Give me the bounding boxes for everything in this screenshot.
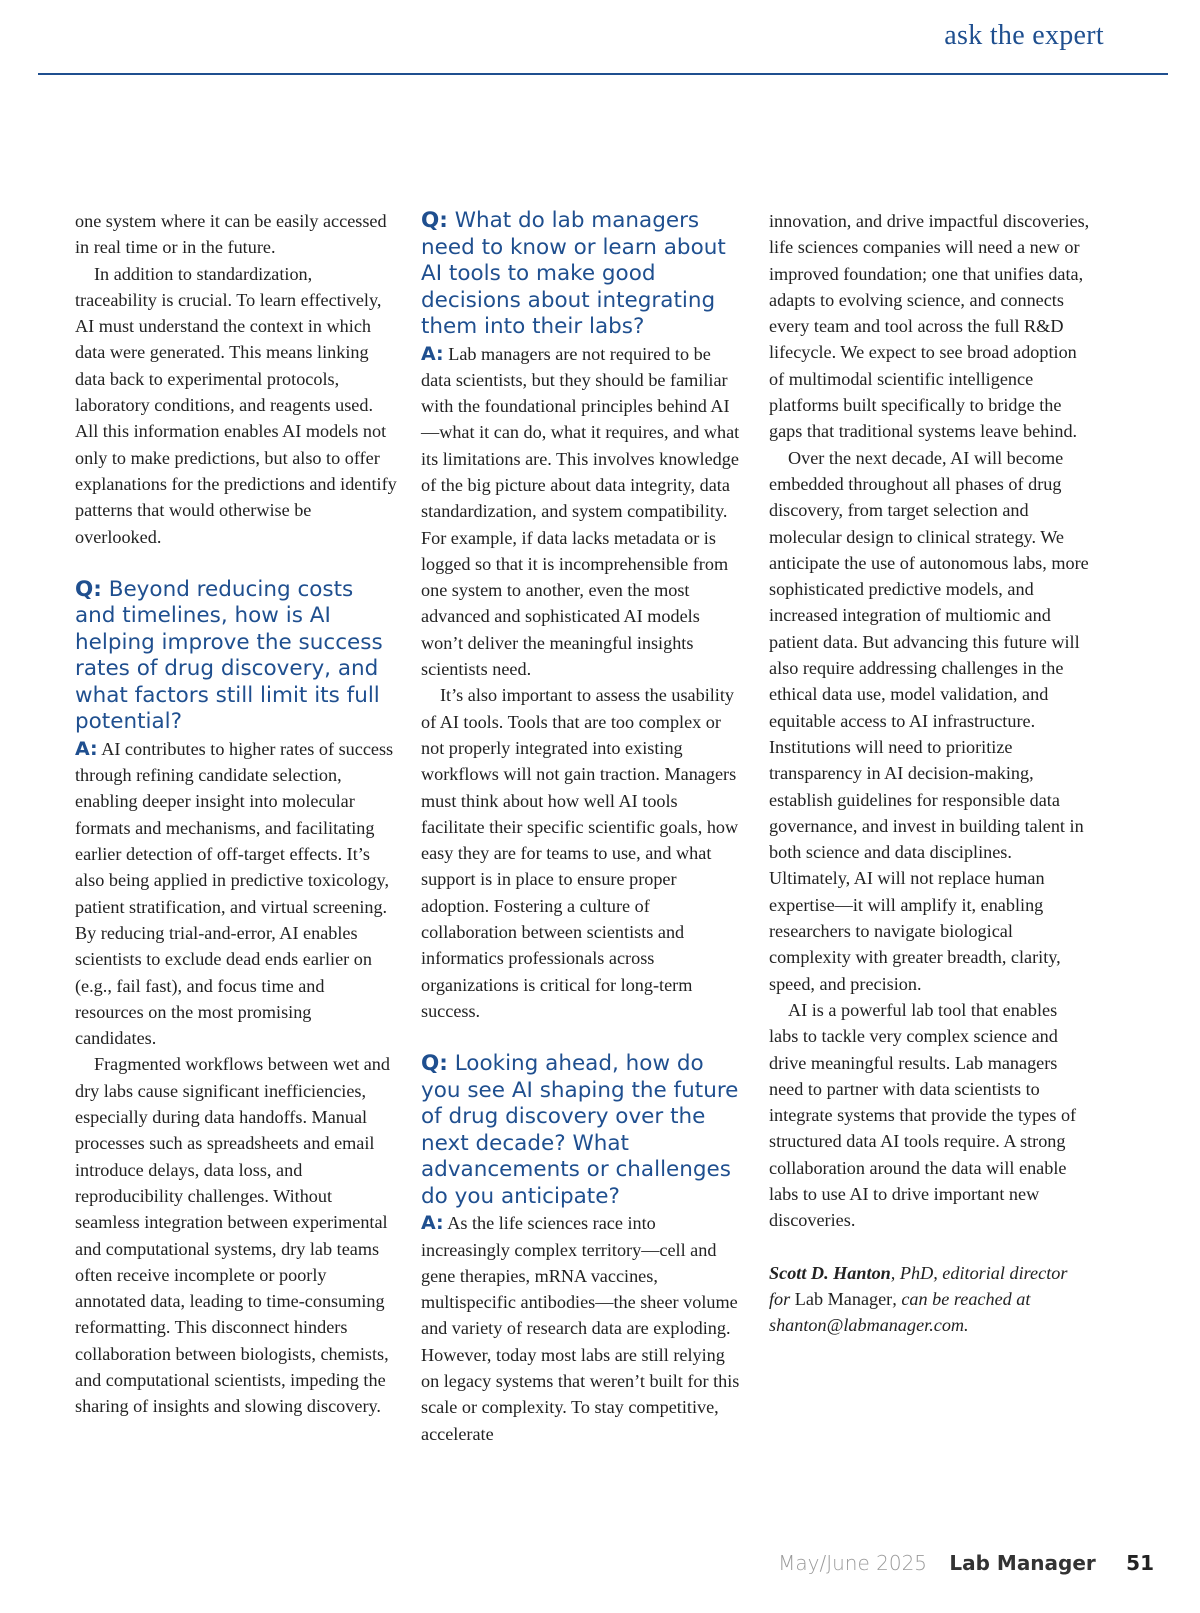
question-text: Looking ahead, how do you see AI shaping the future of drug discovery over the next decade? What advancements or challenges do you anticipate? — [421, 1051, 739, 1209]
paragraph: Fragmented workflows between wet and dry labs cause significant inefficiencies, especially during data handoffs. Manual processes such as spreadsheets and email introduce delays, data loss, and reproducibility challenges. Without seamless integration between experimental and computational systems, dry lab teams often receive incomplete or poorly annotated data, leading to time-consuming reformatting. This disconnect hinders collaboration between biologists, chemists, and computational scientists, impeding the sharing of insights and slowing discovery. — [75, 1054, 390, 1417]
paragraph: In addition to standardization, traceability is crucial. To learn effectively, AI must understand the context in which data were generated. This means linking data back to experimental protocols, laboratory conditions, and reagents used. All this information enables AI models not only to make predictions, but also to offer explanations for the predictions and identify patterns that would otherwise be overlooked. — [75, 263, 397, 547]
paragraph: one system where it can be easily accessed in real time or in the future. — [75, 211, 387, 258]
author-contact: , can be reached at shanton@labmanager.com. — [769, 1288, 1031, 1336]
answer-label: A: — [421, 342, 444, 365]
paragraph: innovation, and drive impactful discoveries, life sciences companies will need a new or improved foundation; one that unifies data, adapts to evolving science, and connects every team and tool across the full R&D lifecycle. We expect to see broad adoption of multimodal scientific intelligence platforms built specifically to bridge the gaps that traditional systems leave behind. — [769, 211, 1090, 442]
column-1 — [75, 208, 397, 1420]
question-heading — [421, 1051, 743, 1210]
paragraph: AI is a powerful lab tool that enables labs to tackle very complex science and drive meaningful results. Lab managers need to partner with data scientists to integrate systems that provide the types of structured data AI tools require. A strong collaboration around the data will enable labs to use AI to drive important new discoveries. — [769, 999, 1077, 1231]
paragraph: Over the next decade, AI will become embedded throughout all phases of drug discovery, from target selection and molecular design to clinical strategy. We anticipate the use of autonomous labs, more sophisticated predictive models, and increased integration of multiomic and patient data. But advancing this future will also require addressing challenges in the ethical data use, model validation, and equitable access to AI infrastructure. Institutions will need to prioritize transparency in AI decision-making, establish guidelines for responsible data governance, and invest in building talent in both science and data disciplines. Ultimately, AI will not replace human expertise—it will amplify it, enabling researchers to navigate biological complexity with greater breadth, clarity, speed, and precision. — [769, 447, 1089, 994]
answer-text: Lab managers are not required to be data scientists, but they should be familiar with the foundational principles behind AI—what it can do, what it requires, and what its limitations are. This involves knowledge of the big picture about data integrity, data standardization, and system compatibility. For example, if data lacks metadata or is logged so that it is incomprehensible from one system to another, even the most advanced and sophisticated AI models won’t deliver the meaningful insights scientists need. — [421, 343, 740, 680]
column-2 — [421, 208, 743, 1447]
publication-name: Lab Manager — [794, 1288, 893, 1309]
question-label: Q: — [421, 208, 448, 233]
answer-paragraph — [75, 736, 397, 1052]
section-title: ask the expert — [944, 20, 1104, 51]
author-name: Scott D. Hanton — [769, 1262, 891, 1283]
answer-label: A: — [75, 737, 98, 760]
question-label: Q: — [75, 576, 102, 602]
answer-text: As the life sciences race into increasingly complex territory—cell and gene therapies, mRNA vaccines, multispecific antibodies—the sheer volume and variety of research data are exploding. However, today most labs are still relying on legacy systems that weren’t built for this scale or complexity. To stay competitive, accelerate — [421, 1213, 740, 1444]
issue-date: May/June 2025 — [778, 1551, 928, 1575]
magazine-name: Lab Manager — [949, 1551, 1096, 1575]
header-rule — [38, 73, 1168, 75]
question-heading — [421, 208, 743, 341]
author-byline — [769, 1260, 1091, 1339]
question-text: Beyond reducing costs and timelines, how is AI helping improve the success rates of drug discovery, and what factors still limit its full potential? — [75, 576, 383, 735]
question-text: What do lab managers need to know or learn about AI tools to make good decisions about integrating them into their labs? — [421, 208, 726, 339]
column-3 — [769, 208, 1091, 1338]
question-heading — [75, 577, 397, 736]
page-footer — [778, 1551, 1154, 1575]
answer-paragraph — [421, 1210, 743, 1447]
answer-text: AI contributes to higher rates of success through refining candidate selection, enabling deeper insight into molecular formats and mechanisms, and facilitating earlier detection of off-target effects. It’s also being applied in predictive toxicology, patient stratification, and virtual screening. By reducing trial-and-error, AI enables scientists to exclude dead ends earlier on (e.g., fail fast), and focus time and resources on the most promising candidates. — [75, 738, 394, 1049]
answer-paragraph — [421, 341, 743, 683]
author-role: , PhD, editorial director for — [769, 1262, 1068, 1309]
paragraph: It’s also important to assess the usability of AI tools. Tools that are too complex or not properly integrated into existing workflows will not gain traction. Managers must think about how well AI tools facilitate their specific scientific goals, how easy they are for teams to use, and what support is in place to ensure proper adoption. Fostering a culture of collaboration between scientists and informatics professionals across organizations is critical for long-term success. — [421, 685, 739, 1021]
question-label: Q: — [421, 1051, 448, 1077]
answer-label: A: — [421, 1212, 444, 1235]
page-number: 51 — [1126, 1551, 1154, 1575]
